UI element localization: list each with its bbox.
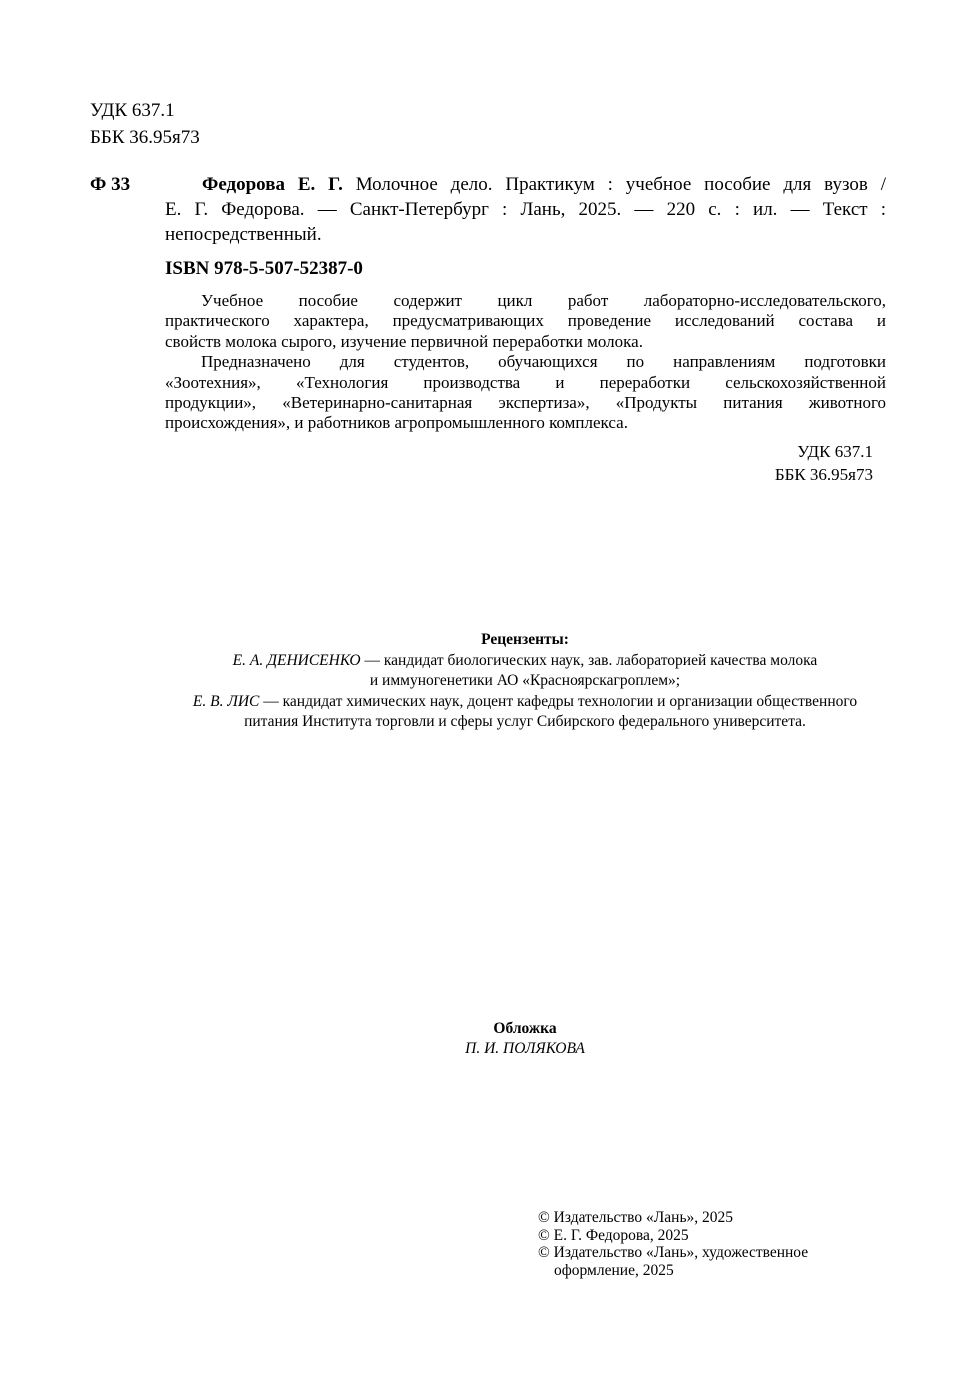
annotation [165,291,886,434]
udk-code-repeat: УДК 637.1 [797,442,873,461]
biblio-title: Молочное дело. Практикум : учебное пособие для вузов / [342,174,886,195]
annotation-p1-last: свойств молока сырого, изучение первичной переработки молока. [165,331,643,351]
udk-code: УДК 637.1 [90,100,175,121]
cover-title: Обложка [493,1020,557,1037]
author-sign: Ф 33 [90,174,131,195]
cover-credit [400,1019,650,1059]
annotation-p2-line: продукции», «Ветеринарно-санитарная экспертиза», «Продукты питания животного [165,393,886,413]
reviewer-2-line-1 [100,692,950,713]
reviewers-title: Рецензенты: [481,631,569,648]
classification-bottom [740,440,873,486]
reviewer-1-line-2: и иммуногенетики АО «Красноярскагроплем»; [369,672,681,689]
copyright-line: © Издательство «Лань», 2025 [538,1209,734,1226]
annotation-p1-line: Учебное пособие содержит цикл работ лабораторно-исследовательского, [201,291,886,310]
reviewer-2-line-2: питания Института торговли и сферы услуг Сибирского федерального университета. [244,713,806,730]
biblio-line-1 [165,172,886,197]
copyright-line: © Издательство «Лань», художественное [538,1244,809,1261]
bbk-code: ББК 36.95я73 [90,127,200,148]
annotation-p2-line: «Зоотехния», «Технология производства и переработки сельскохозяйственной [165,372,886,392]
copyright-line: оформление, 2025 [554,1261,674,1279]
annotation-p2-last: происхождения», и работников агропромышленного комплекса. [165,413,628,433]
reviewer-1-line-1 [100,651,950,672]
reviewer-2-desc: — кандидат химических наук, доцент кафедры технологии и организации общественного [259,692,858,710]
copyright-block [538,1209,808,1279]
cover-designer: П. И. ПОЛЯКОВА [465,1040,585,1057]
classification-top [90,97,200,151]
annotation-p2-line: Предназначено для студентов, обучающихся по направлениям подготовки [201,352,886,372]
biblio-line-3: непосредственный. [165,224,322,245]
copyright-line: © Е. Г. Федорова, 2025 [538,1226,689,1244]
isbn: ISBN 978-5-507-52387-0 [165,258,363,279]
biblio-author: Федорова Е. Г. [202,174,343,195]
reviewer-1-name: Е. А. ДЕНИСЕНКО [232,651,361,669]
reviewer-1-desc: — кандидат биологических наук, зав. лабораторией качества молока [360,651,818,669]
reviewer-2-name: Е. В. ЛИС [192,692,260,710]
reviewers [100,630,950,733]
bibliographic-record [165,172,886,247]
bbk-code-repeat: ББК 36.95я73 [774,465,873,484]
annotation-p1-line: практического характера, предусматривающих проведение исследований состава и [165,311,886,331]
biblio-line-2: Е. Г. Федорова. — Санкт-Петербург : Лань, 2025. — 220 с. : ил. — Текст : [165,199,886,220]
